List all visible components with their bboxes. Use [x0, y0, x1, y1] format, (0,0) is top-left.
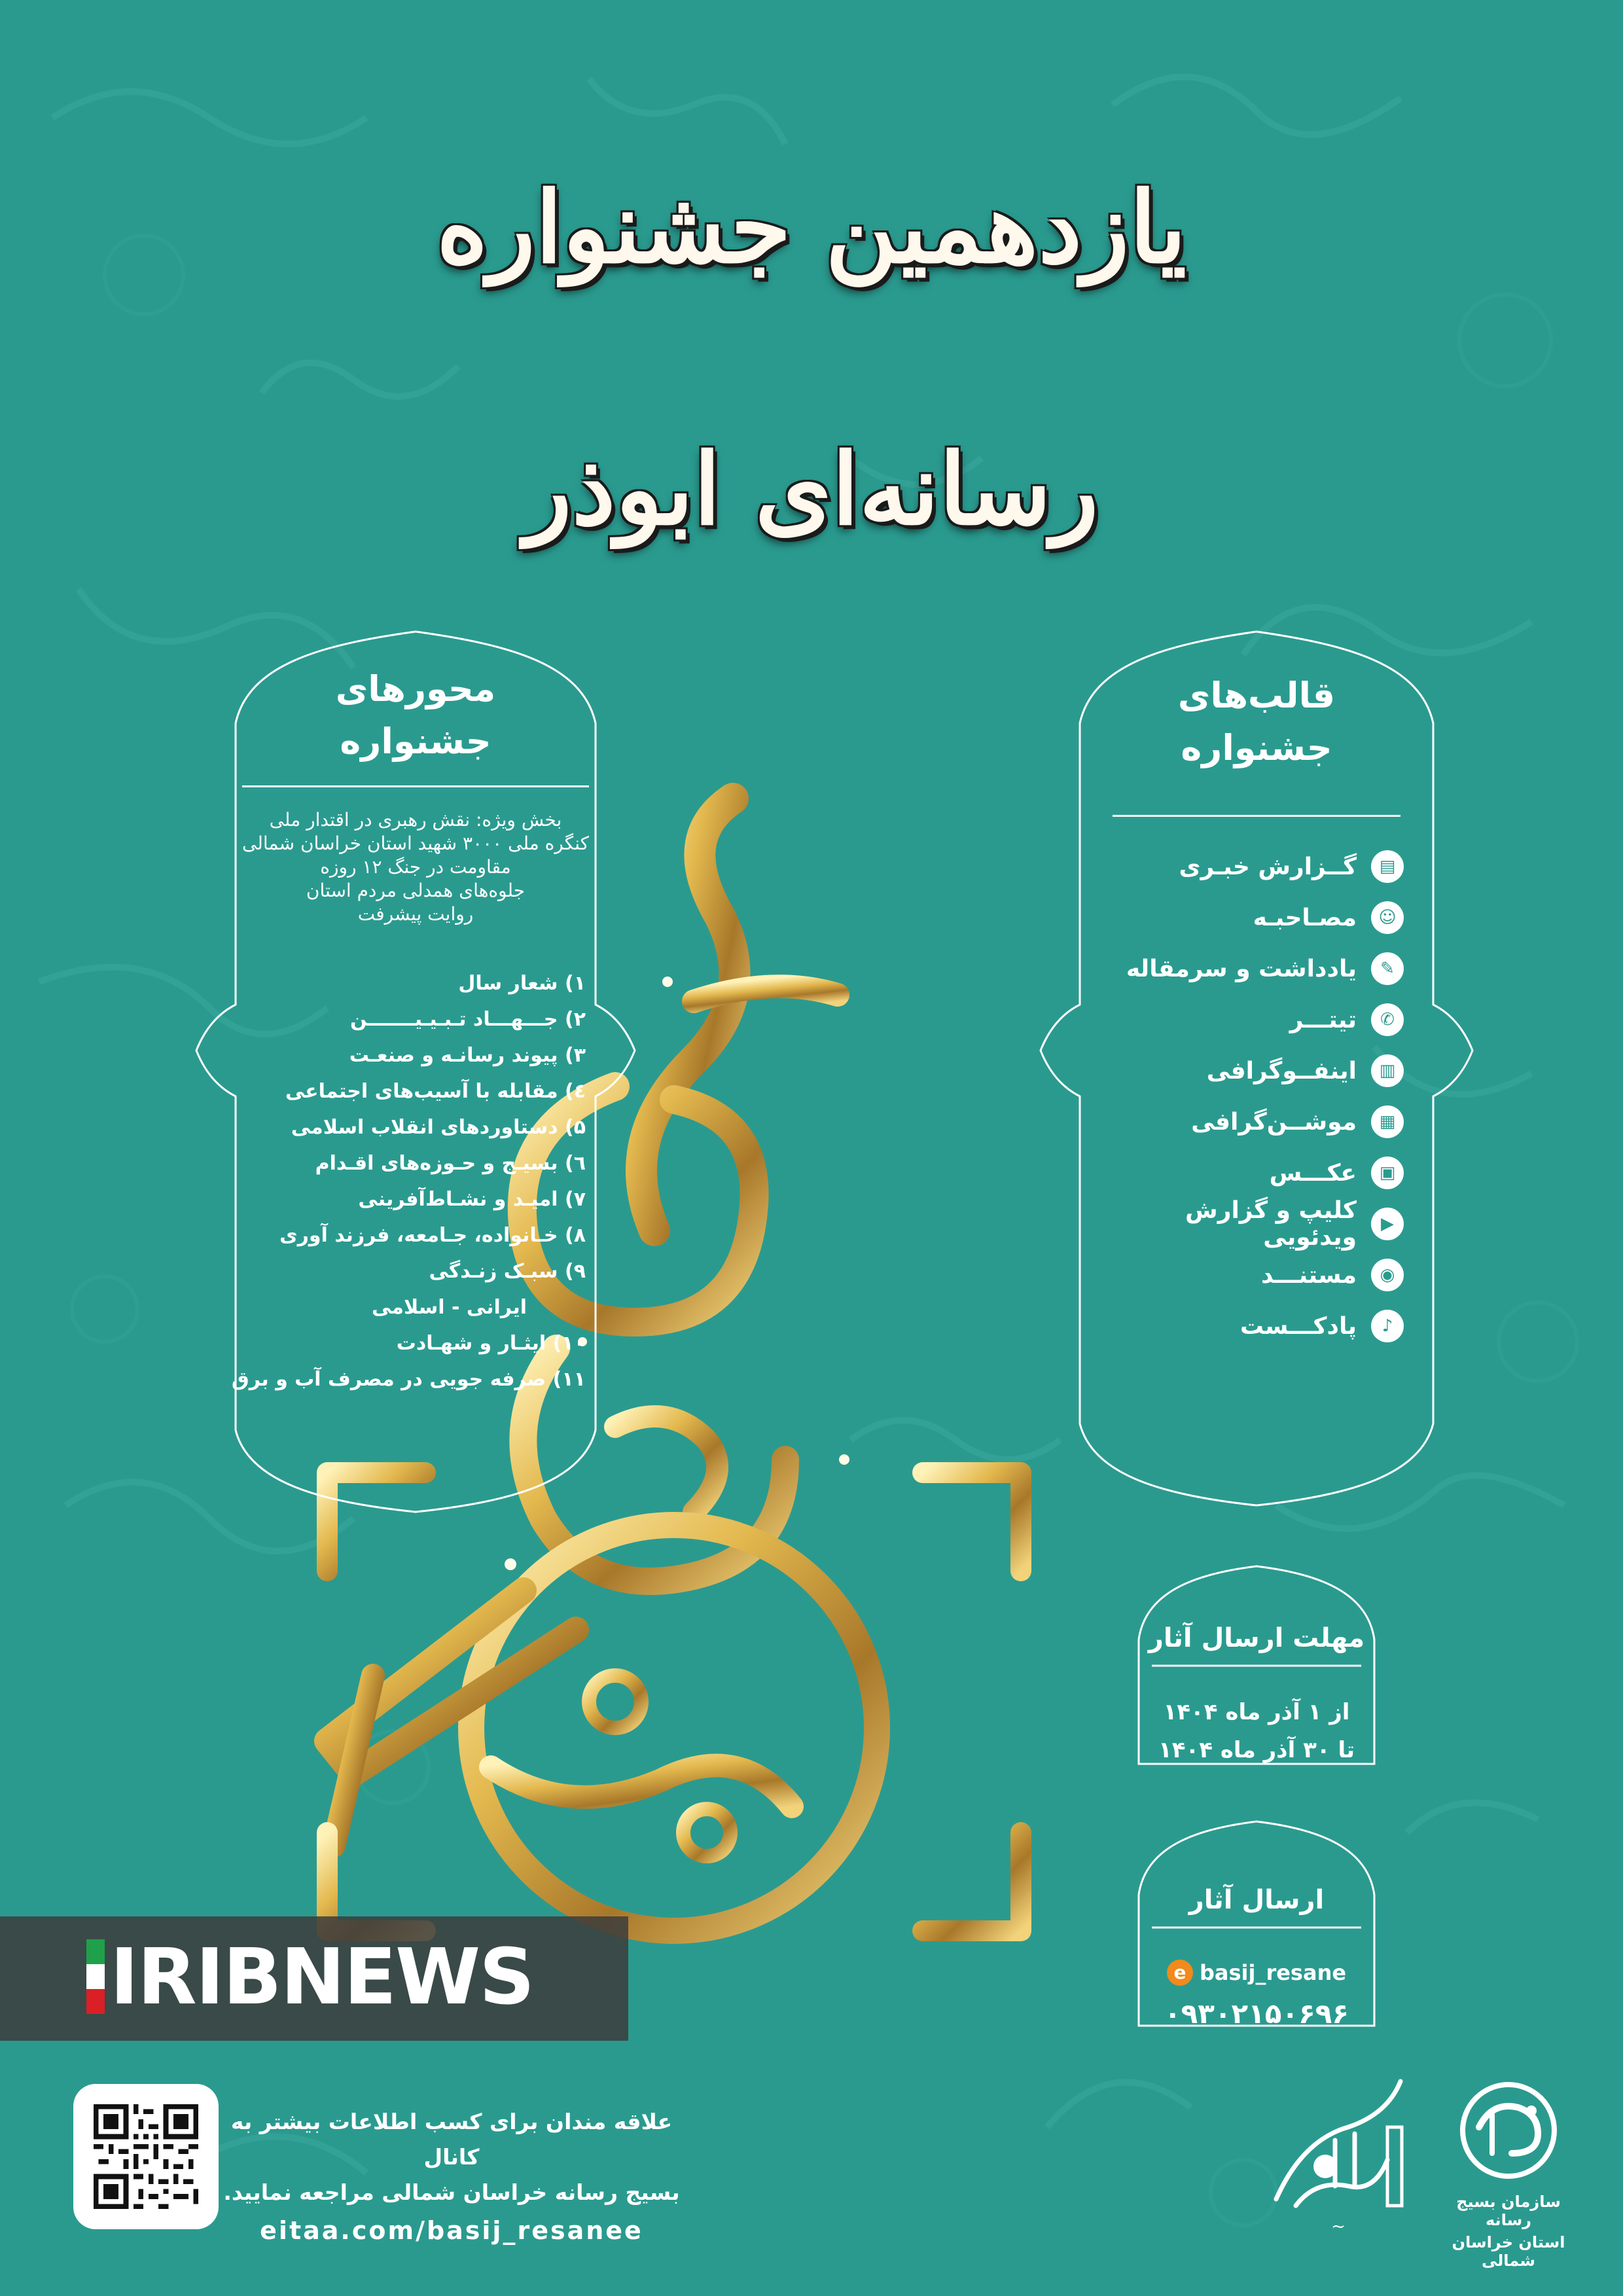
formats-title-line-2: جشنواره: [1181, 727, 1332, 768]
footer-url[interactable]: eitaa.com/basij_resanee: [260, 2216, 643, 2245]
axes-panel: [190, 625, 641, 1515]
format-label: گــزارش خبـری: [1179, 853, 1357, 880]
axes-item: ۹) سبـک زنـدگی: [429, 1260, 586, 1283]
basij-resane-logo-icon: [1433, 2075, 1584, 2186]
podcast-icon: ♪: [1371, 1310, 1404, 1342]
basij-seda-sima-logo: [1257, 2075, 1420, 2238]
format-label: مستنـــد: [1260, 1261, 1357, 1289]
deadline-to: تا ۳۰ آذر ماه ۱۴۰۴: [1158, 1737, 1355, 1763]
axes-list: [231, 965, 586, 1397]
footer-line-2: بسیج رسانه خراسان شمالی مراجعه نمایید.: [223, 2179, 680, 2205]
axes-item: ۷) امیـد و نشـاط‌آفرینی: [358, 1188, 586, 1211]
qr-code[interactable]: [73, 2084, 219, 2229]
note-icon: ✎: [1371, 952, 1404, 985]
submit-handle[interactable]: basij_resane: [1199, 1960, 1347, 1985]
format-label: مصـاحبـه: [1253, 904, 1357, 931]
axes-intro-line: روایت پیشرفت: [357, 903, 474, 925]
submit-title: ارسال آثار: [1188, 1885, 1325, 1915]
format-item: [1116, 841, 1404, 892]
headline-icon: ✆: [1371, 1003, 1404, 1036]
format-label: کلیپ و گزارش ویدئویی: [1185, 1197, 1357, 1251]
iribnews-text: IRIBNEWS: [110, 1931, 534, 2022]
svg-text:~: ~: [1331, 2217, 1346, 2236]
axes-item: ۲) جـــهـــاد تـبـیـیـــــــن: [349, 1008, 586, 1031]
axes-item: ۳) پیوند رسانـه و صنعـت: [349, 1044, 586, 1067]
format-item: [1116, 1045, 1404, 1096]
formats-title-divider: [1113, 815, 1400, 817]
title-line-1: یازدهمین جشنواره: [436, 170, 1187, 285]
org-name-line-1: سازمان بسیج رسانه: [1456, 2193, 1561, 2229]
format-item: [1116, 892, 1404, 943]
axes-intro: [236, 808, 596, 926]
axes-title-line-2: جشنواره: [340, 721, 491, 762]
photo-icon: ▣: [1371, 1157, 1404, 1189]
formats-list: [1116, 841, 1404, 1352]
format-item: [1116, 1096, 1404, 1147]
formats-panel: [1034, 625, 1479, 1509]
axes-intro-line: مقاومت در جنگ ۱۲ روزه: [320, 856, 511, 878]
basij-resane-logo: [1433, 2075, 1584, 2270]
documentary-icon: ◉: [1371, 1259, 1404, 1291]
submit-panel: [1132, 1816, 1381, 2032]
format-label: اینفــوگرافی: [1206, 1057, 1357, 1085]
axes-item: ٦) بسیـج و حـوزه‌های اقـدام: [315, 1152, 586, 1175]
axes-title-divider: [242, 785, 589, 787]
axes-item: ۱) شعار سال: [458, 972, 586, 995]
axes-intro-line: جلوه‌های همدلی مردم استان: [306, 880, 526, 901]
eitaa-icon: e: [1167, 1960, 1193, 1986]
iran-flag-icon: [86, 1939, 105, 2014]
formats-title-line-1: قالب‌های: [1177, 675, 1336, 716]
video-icon: ▶: [1371, 1208, 1404, 1240]
deadline-title: مهلت ارسال آثار: [1148, 1623, 1365, 1653]
format-item: [1116, 994, 1404, 1045]
format-item: [1116, 943, 1404, 994]
axes-item: ۸) خـانواده، جـامعه، فرزند آوری: [279, 1224, 586, 1247]
format-label: یادداشت و سرمقاله: [1126, 955, 1357, 982]
format-item: [1116, 1300, 1404, 1352]
submit-text: [1132, 1885, 1381, 2030]
format-label: عکـــس: [1269, 1159, 1357, 1187]
axes-item: ۵) دستاوردهای انقلاب اسلامی: [291, 1116, 586, 1139]
title-line-2: رسانه‌ای ابوذر: [524, 432, 1099, 547]
format-item: [1116, 1249, 1404, 1300]
news-report-icon: ▤: [1371, 850, 1404, 883]
axes-item: ۱۰) ایثـار و شهـادت: [396, 1332, 586, 1355]
deadline-panel: [1132, 1561, 1381, 1770]
axes-intro-line: بخش ویژه: نقش رهبری در اقتدار ملی: [269, 809, 562, 831]
basij-seda-sima-logo-icon: [1257, 2075, 1420, 2238]
qr-code-icon: [94, 2104, 198, 2209]
axes-item: ٤) مقابله با آسیب‌های اجتماعی: [285, 1080, 586, 1103]
format-item: [1116, 1198, 1404, 1249]
infographic-icon: ▥: [1371, 1054, 1404, 1087]
org-name-line-2: استان خراسان شمالی: [1452, 2233, 1565, 2270]
footer-info: [223, 2104, 681, 2251]
axes-title-line-1: محورهای: [335, 668, 496, 709]
format-label: تیتـــر: [1289, 1006, 1357, 1033]
interview-icon: ☺: [1371, 901, 1404, 934]
iribnews-watermark: [0, 1916, 628, 2041]
deadline-text: [1132, 1623, 1381, 1763]
format-label: پادکـــست: [1240, 1312, 1357, 1340]
axes-item: ایرانی - اسلامی: [372, 1296, 527, 1319]
axes-intro-line: کنگره ملی ۳۰۰۰ شهید استان خراسان شمالی: [242, 833, 589, 854]
format-label: موشــن‌گرافی: [1191, 1108, 1357, 1136]
footer-line-1: علاقه مندان برای کسب اطلاعات بیشتر به کانال: [230, 2109, 673, 2170]
motion-graphic-icon: ▦: [1371, 1105, 1404, 1138]
submit-handle-row: [1132, 1960, 1381, 1986]
axes-item: ۱۱) صرفه جویی در مصرف آب و برق: [231, 1368, 586, 1391]
submit-phone[interactable]: ۰۹۳۰۲۱۵۰۶۹۶: [1164, 1998, 1349, 2030]
format-item: [1116, 1147, 1404, 1198]
deadline-from: از ۱ آذر ماه ۱۴۰۴: [1163, 1699, 1350, 1725]
